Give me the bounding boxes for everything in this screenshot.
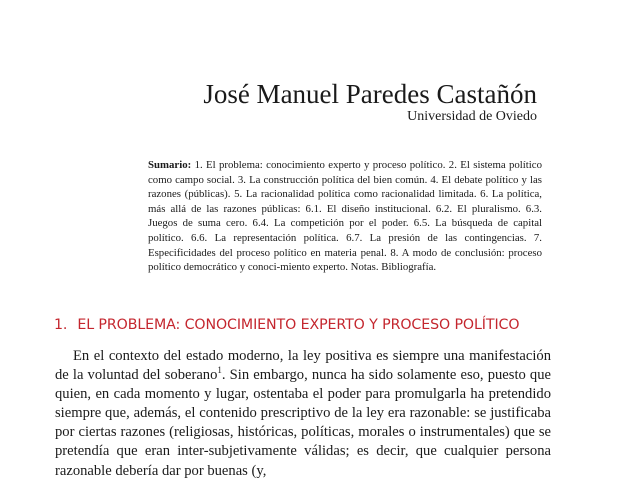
author-name: José Manuel Paredes Castañón <box>203 79 537 109</box>
footnote-reference[interactable]: 1 <box>217 365 222 376</box>
section-heading <box>54 315 519 335</box>
summary-block <box>148 158 542 275</box>
section-number: 1. <box>54 317 68 333</box>
body-paragraph <box>55 347 551 481</box>
summary-text: 1. El problema: conocimiento experto y proceso político. 2. El sistema político como campo social. 3. La construcción política del bien común. 4. El debate político y las razones (públicas). 5. La racionalidad política como racionalidad limitada. 6. La política, más allá de las razones públicas: 6.1. El diseño institucional. 6.2. El pluralismo. 6.3. Juegos de suma cero. 6.4. La competición por el poder. 6.5. La búsqueda de capital político. 6.6. La representación política. 6.7. La presión de las contingencias. 7. Especificidades del proceso político en materia penal. 8. A modo de conclusión: proceso político democrático y conoci-miento experto. Notas. Bibliografía. <box>148 159 542 274</box>
author-affiliation: Universidad de Oviedo <box>407 109 537 124</box>
body-text-start: En el contexto del estado moderno, la ley positiva es siempre una manifestación de la voluntad del soberano <box>55 348 551 384</box>
section-title: EL PROBLEMA: CONOCIMIENTO EXPERTO Y PROCESO POLÍTICO <box>77 317 520 333</box>
body-text-continued: . Sin embargo, nunca ha sido solamente eso, puesto que quien, en cada momento y lugar, ostentaba el poder para promulgarla ha pretendido siempre que, además, el contenido prescriptivo de la ley era razonable: se justificaba por ciertas razones (religiosas, históricas, políticas, morales o instrumentales) que se pretendía que eran inter-subjetivamente válidas; es decir, que cualquier persona razonable debería dar por buenas (y, <box>55 367 551 479</box>
summary-label: Sumario: <box>148 159 192 171</box>
